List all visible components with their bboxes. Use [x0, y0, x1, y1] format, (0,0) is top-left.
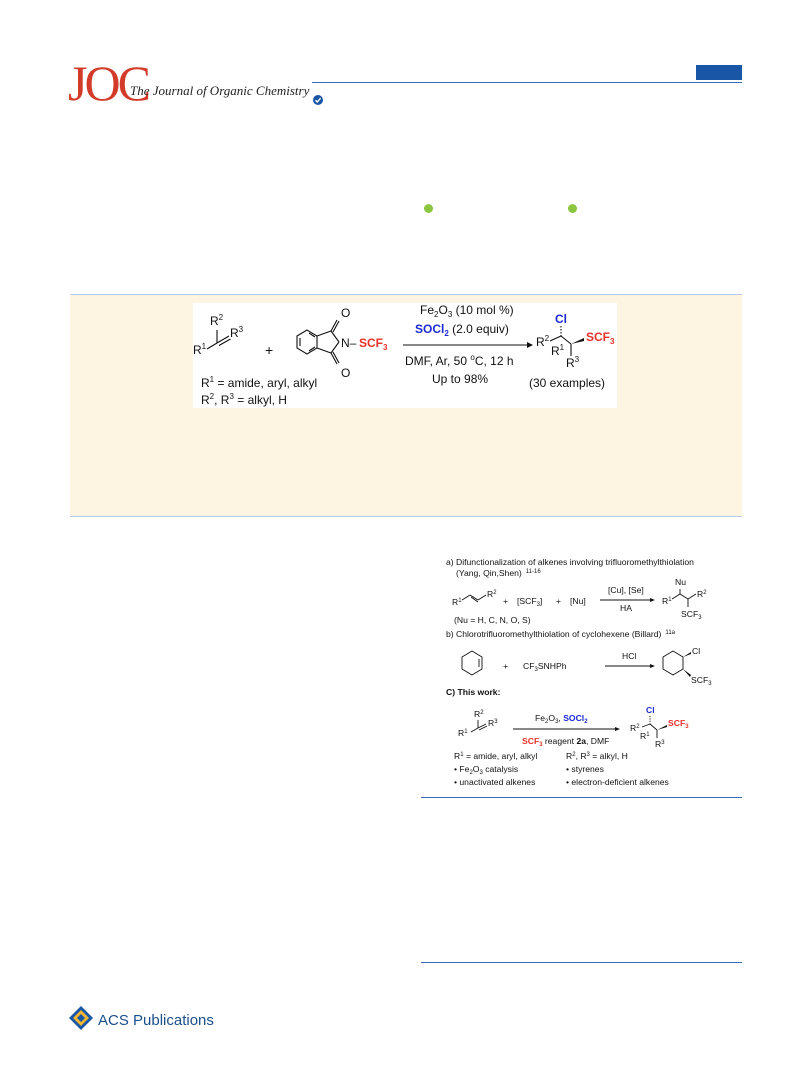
svg-text:Fe2O3, SOCl2: $Fe_2O_3$, SOCl$_2$: [535, 713, 588, 725]
svg-text:O: O: [341, 366, 351, 380]
scheme-b-title: b) Chlorotrifluoromethylthiolation of cyclohexene (Billard): [446, 629, 662, 639]
examples-count: (30 examples): [529, 376, 606, 390]
svg-text:SCF3 reagent 2a, DMF: $SCF_3$ reagent 2a, DMF: [522, 736, 610, 748]
svg-text:R1: $R^1$: [662, 596, 672, 606]
footnote-rule: [421, 962, 742, 963]
svg-text:R1: $R^1$: [551, 343, 565, 358]
scheme-c-title: C) This work:: [446, 687, 501, 697]
acs-logo-icon: [68, 1005, 94, 1031]
svg-text:R3: $R^3$: [566, 355, 580, 370]
svg-text:+: +: [556, 596, 562, 606]
svg-text:R1: $R^1$: [193, 342, 207, 357]
svg-text:SOCl2 (2.0 equiv): SOCl$_2$ (2.0 equiv): [415, 322, 509, 338]
svg-text:R1: $R^1$: [640, 731, 650, 741]
svg-text:• unactivated alkenes: • unactivated alkenes: [454, 777, 536, 787]
svg-text:R2: $R^2$: [536, 334, 550, 349]
svg-text:HCl: HCl: [622, 651, 637, 661]
svg-text:R3: $R^3$: [488, 718, 498, 728]
header-rule: [312, 82, 742, 83]
scheme-figure: [445, 555, 745, 795]
substituent-legend: [201, 375, 317, 407]
svg-text:DMF, Ar, 50 oC, 12 h: DMF, Ar, 50 $^o$C, 12 h: [405, 353, 514, 368]
svg-text:b) Chlorotrifluoromethylthiola: b) Chlorotrifluoromethylthiolation of cyclohexene (Billard) $^{11a}$: [446, 629, 675, 639]
journal-logo: JOC: [68, 55, 148, 111]
svg-text:R2: $R^2$: [487, 589, 497, 599]
toc-graphic: [193, 303, 617, 408]
check-badge-icon: [313, 95, 323, 105]
svg-text:CF3SNHPh: $CF_3SNHPh$: [523, 661, 567, 673]
toc-scheme: [193, 303, 617, 408]
svg-text:+: +: [503, 596, 509, 606]
svg-text:O: O: [341, 306, 351, 320]
svg-text:R2: $R^2$: [630, 723, 640, 733]
svg-text:[Cu], [Se]: [Cu], [Se]: [608, 585, 644, 595]
reagent-structure: [297, 320, 339, 364]
product-structure: [536, 312, 615, 370]
svg-text:R3: $R^3$: [230, 325, 244, 340]
svg-text:Up to 98%: Up to 98%: [432, 372, 489, 386]
svg-text:R2, R3 = alkyl, H: $R^2$, $R^3$ = alkyl, H: [566, 751, 628, 761]
alkene-structure: [193, 313, 244, 357]
svg-text:R1: $R^1$: [458, 728, 468, 738]
svg-text:R1 = amide, aryl, alkyl: $R^1$ = amide, aryl, alkyl: [454, 751, 538, 761]
svg-text:(Nu = H, C, N, O, S): (Nu = H, C, N, O, S): [454, 615, 531, 625]
svg-text:Fe2O3 (10 mol %): $Fe_2O_3$ (10 mol %): [420, 303, 514, 319]
svg-text:[SCF3]: $[SCF_3]$: [517, 596, 543, 608]
svg-text:[Nu]: [Nu]: [570, 596, 586, 606]
scf3-label: $SCF_3$: [359, 336, 388, 352]
scheme-drawing: [445, 555, 745, 795]
svg-text:R2: $R^2$: [210, 313, 224, 328]
svg-text:R1: $R^1$: [452, 597, 462, 607]
plus-sign: +: [265, 342, 274, 358]
svg-text:• electron-deficient alkenes: • electron-deficient alkenes: [566, 777, 669, 787]
header-accent-block: [696, 65, 742, 80]
svg-text:R2: $R^2$: [474, 709, 484, 719]
svg-text:• Fe2O3 catalysis: • $Fe_2O_3$ catalysis: [454, 764, 519, 776]
figure-bottom-rule: [421, 797, 742, 798]
orcid-icon[interactable]: [568, 204, 577, 213]
svg-text:R3: $R^3$: [655, 739, 665, 749]
svg-text:Nu: Nu: [675, 577, 686, 587]
scheme-a-title: a) Difunctionalization of alkenes involving trifluoromethylthiolation: [446, 557, 694, 567]
svg-text:Cl: Cl: [555, 312, 567, 326]
journal-title: The Journal of Organic Chemistry: [130, 83, 310, 98]
svg-text:• styrenes: • styrenes: [566, 764, 604, 774]
svg-text:Cl: Cl: [692, 646, 701, 656]
acs-publications-label: ACS Publications: [98, 1012, 214, 1029]
svg-text:Cl: Cl: [646, 705, 655, 715]
reaction-conditions: [403, 303, 533, 386]
svg-text:R2: $R^2$: [697, 589, 707, 599]
orcid-icon[interactable]: [424, 204, 433, 213]
svg-text:N–: N–: [341, 336, 357, 350]
svg-text:HA: HA: [620, 603, 632, 613]
svg-text:R2, R3 = alkyl, H: $R^2$, $R^3$ = alkyl, H: [201, 392, 287, 407]
svg-text:SCF3: $SCF_3$: [691, 675, 712, 687]
svg-text:R1 = amide, aryl, alkyl: $R^1$ = amide, aryl, alkyl: [201, 375, 318, 390]
svg-text:(Yang, Qin,Shen)11-16: (Yang, Qin,Shen) $^{11-16}$: [456, 568, 541, 578]
svg-text:SCF3: $SCF_3$: [681, 609, 702, 621]
svg-text:SCF3: $SCF_3$: [586, 330, 615, 346]
svg-text:SCF3: $SCF_3$: [668, 718, 689, 730]
svg-text:+: +: [503, 661, 509, 671]
